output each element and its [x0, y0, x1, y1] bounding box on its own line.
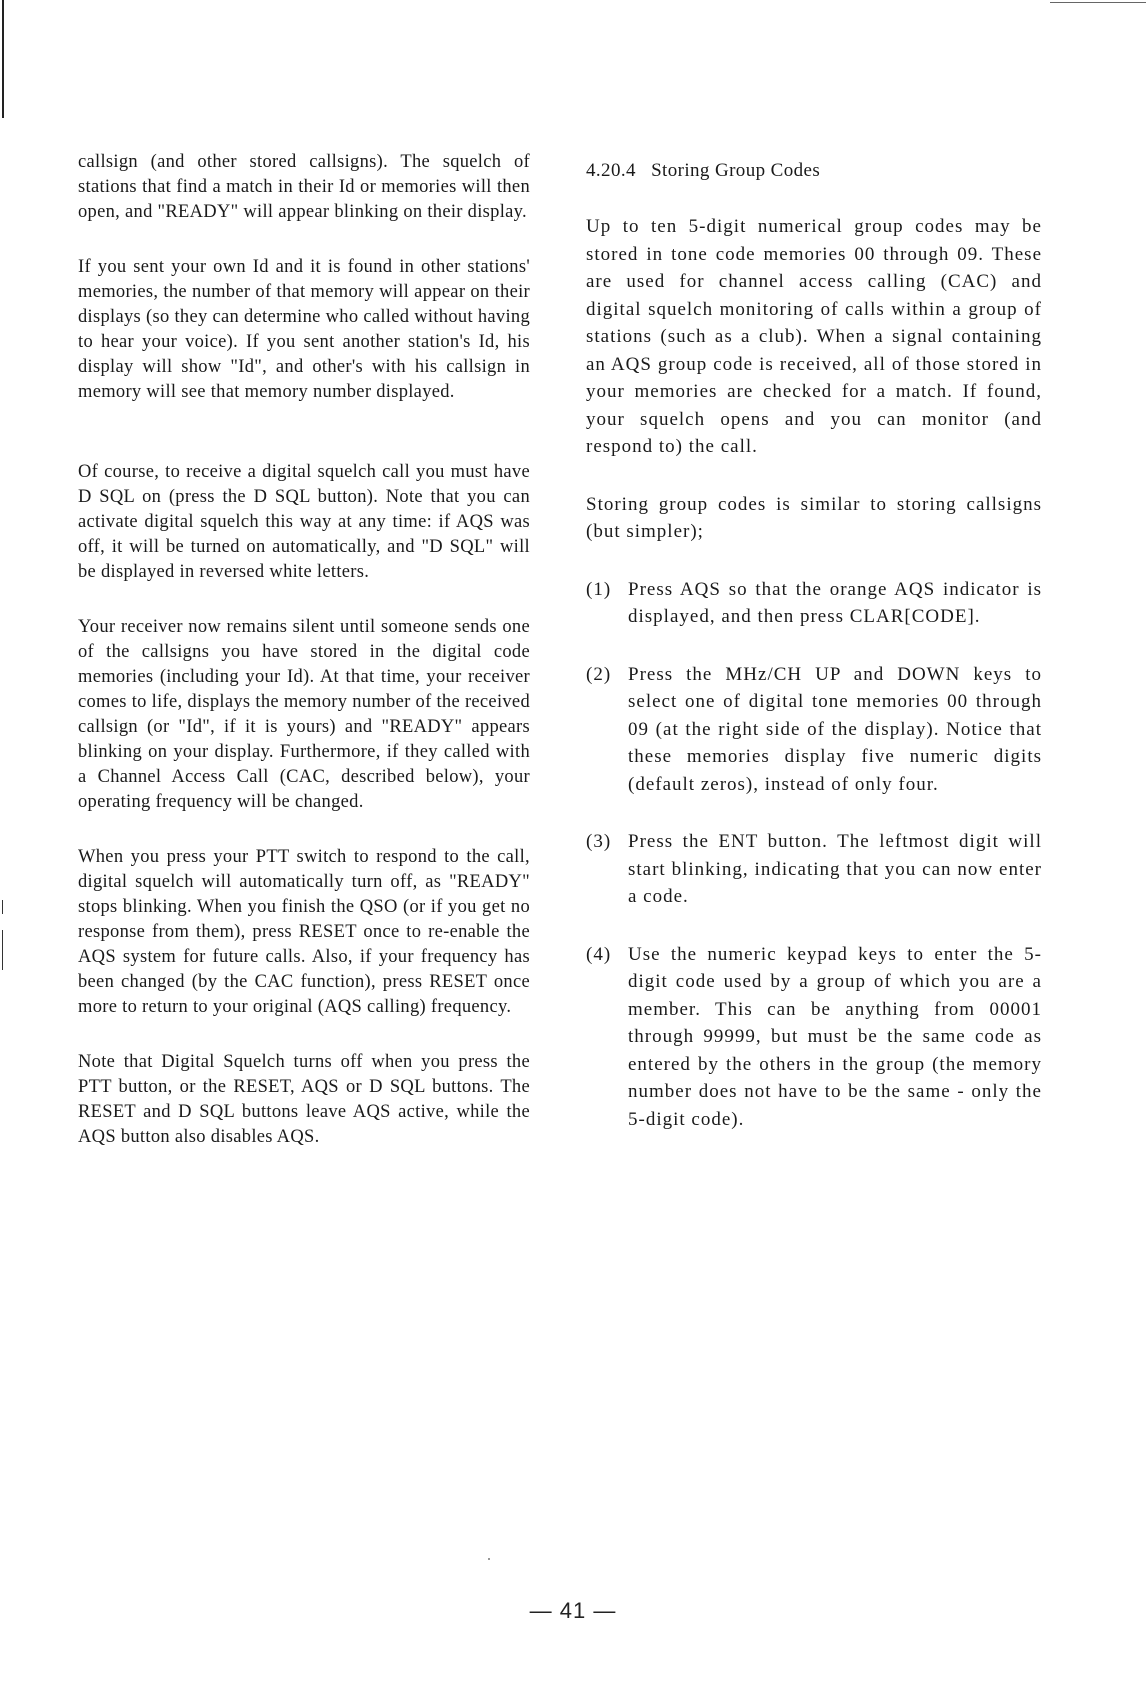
- paragraph: Of course, to receive a digital squelch call you must have D SQL on (press the D SQL button). Note that you can activate digital squelch this way at any time: if AQS was off, it will be turned on automatically, and "D SQL" will be displayed in reversed white letters.: [78, 462, 530, 582]
- steps-list: [586, 576, 1042, 1134]
- paragraph: Note that Digital Squelch turns off when you press the PTT button, or the RESET, AQS or D SQL buttons. The RESET and D SQL buttons leave AQS active, while the AQS button also disables AQS.: [78, 1052, 530, 1147]
- page-number: — 41 —: [529, 1598, 617, 1623]
- right-column: [586, 150, 1042, 1163]
- left-column: [78, 150, 530, 1180]
- paragraph: When you press your PTT switch to respond to the call, digital squelch will automatically turn off, as "READY" stops blinking. When you finish the QSO (or if you get no response from them), press RESET once to re-enable the AQS system for future calls. Also, if your frequency has been changed (by the CAC function), press RESET once more to return to your original (AQS calling) frequency.: [78, 847, 530, 1017]
- step-item: [586, 576, 1042, 631]
- paragraph: callsign (and other stored callsigns). The squelch of stations that find a match in their Id or memories will then open, and "READY" will appear blinking on their display.: [78, 152, 530, 222]
- paragraph: If you sent your own Id and it is found in other stations' memories, the number of that memory will appear on their displays (so they can determine who called without having to hear your voice). If you sent another station's Id, his display will show "Id", and other's with his callsign in memory will see that memory number displayed.: [78, 257, 530, 402]
- step-text: Press the ENT button. The leftmost digit will start blinking, indicating that you can now enter a code.: [628, 831, 1042, 907]
- scan-speck: [488, 1558, 490, 1560]
- section-title: Storing Group Codes: [651, 160, 821, 181]
- step-number: (2): [586, 663, 612, 685]
- step-item: [586, 828, 1042, 911]
- paragraph: Your receiver now remains silent until someone sends one of the callsigns you have stored in the digital code memories (including your Id). At that time, your receiver comes to life, displays the memory number of the received callsign (or "Id", if it is yours) and "READY" appears blinking on your display. Furthermore, if they called with a Channel Access Call (CAC, described below), your operating frequency will be changed.: [78, 617, 530, 812]
- scan-mark: [2, 900, 3, 914]
- scan-edge-top: [1050, 2, 1146, 3]
- section-heading: [586, 158, 1042, 183]
- step-number: (1): [586, 578, 612, 600]
- step-number: (4): [586, 943, 612, 965]
- step-text: Use the numeric keypad keys to enter the 5-digit code used by a group of which you are a member. This can be anything from 00001 through 99999, but must be the same code as entered by the others in the group (the memory number does not have to be the same - only the 5-digit code).: [628, 943, 1042, 1130]
- step-text: Press AQS so that the orange AQS indicator is displayed, and then press CLAR[CODE].: [628, 578, 1042, 627]
- section-number: 4.20.4: [586, 160, 636, 181]
- intro-paragraph-2: Storing group codes is similar to storing callsigns (but simpler);: [586, 493, 1042, 542]
- scan-edge-left: [2, 0, 4, 118]
- step-item: [586, 661, 1042, 799]
- step-text: Press the MHz/CH UP and DOWN keys to select one of digital tone memories 00 through 09 (at the right side of the display). Notice that these memories display five numeric digits (default zeros), instead of only four.: [628, 663, 1042, 795]
- scan-mark: [2, 930, 3, 970]
- intro-paragraph: Up to ten 5-digit numerical group codes may be stored in tone code memories 00 through 09. These are used for channel access calling (CAC) and digital squelch monitoring of calls within a group of stations (such as a club). When a signal containing an AQS group code is received, all of those stored in your memories are checked for a match. If found, your squelch opens and you can monitor (and respond to) the call.: [586, 216, 1042, 457]
- step-number: (3): [586, 831, 612, 852]
- step-item: [586, 941, 1042, 1134]
